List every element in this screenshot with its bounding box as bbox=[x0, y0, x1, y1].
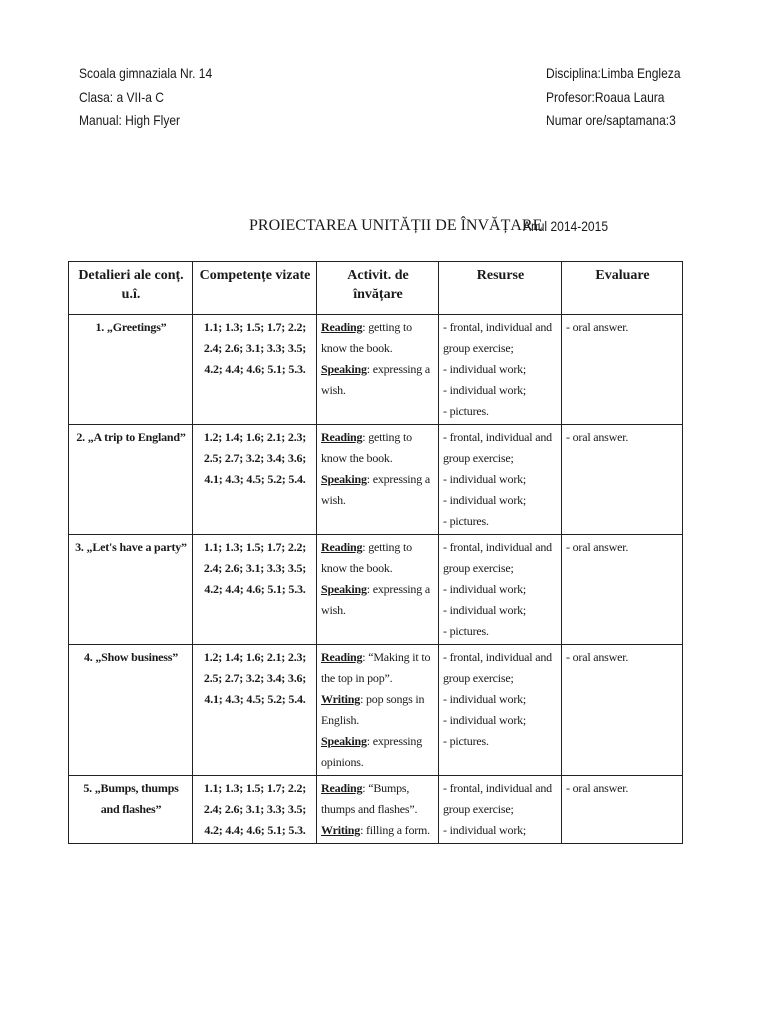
activity-item bbox=[321, 537, 435, 579]
competence-line: 4.1; 4.3; 4.5; 5.2; 5.4. bbox=[204, 472, 306, 486]
competences-cell bbox=[193, 425, 317, 535]
resource-item: - frontal, individual and group exercise; bbox=[443, 540, 552, 575]
activity-item bbox=[321, 647, 435, 689]
activities-cell bbox=[317, 425, 439, 535]
competences-cell bbox=[193, 535, 317, 645]
evaluation-cell: - oral answer. bbox=[562, 425, 683, 535]
activity-item bbox=[321, 778, 435, 820]
competence-line: 1.1; 1.3; 1.5; 1.7; 2.2; bbox=[203, 781, 307, 795]
activity-text: : filling a form. bbox=[360, 823, 430, 837]
activity-text: : expressing a wish. bbox=[321, 472, 430, 507]
activity-item bbox=[321, 427, 435, 469]
activity-keyword: Writing bbox=[321, 823, 361, 837]
competence-line: 1.1; 1.3; 1.5; 1.7; 2.2; bbox=[203, 320, 307, 334]
manual-name: Manual: High Flyer bbox=[79, 112, 181, 128]
activities-cell bbox=[317, 645, 439, 776]
competence-line: 2.5; 2.7; 3.2; 3.4; 3.6; bbox=[203, 671, 307, 685]
activity-keyword: Reading bbox=[321, 320, 363, 334]
hours-per-week: Numar ore/saptamana:3 bbox=[546, 112, 676, 128]
document-title bbox=[249, 217, 609, 235]
resource-item: - frontal, individual and group exercise; bbox=[443, 781, 552, 816]
resource-item: - individual work; bbox=[443, 823, 527, 837]
unit-cell: 5. „Bumps, thumps and flashes” bbox=[69, 776, 193, 844]
evaluation-cell: - oral answer. bbox=[562, 535, 683, 645]
unit-cell: 1. „Greetings” bbox=[69, 315, 193, 425]
competences-cell bbox=[193, 315, 317, 425]
resources-cell bbox=[439, 535, 562, 645]
activity-text: : getting to know the book. bbox=[321, 430, 412, 465]
activity-keyword: Speaking bbox=[321, 362, 367, 376]
activity-item bbox=[321, 579, 435, 621]
table-row bbox=[69, 425, 683, 535]
table-body bbox=[69, 315, 683, 844]
activity-text: : getting to know the book. bbox=[321, 540, 412, 575]
resources-cell bbox=[439, 425, 562, 535]
activity-text: : expressing a wish. bbox=[321, 582, 430, 617]
table-row bbox=[69, 315, 683, 425]
resource-item: - individual work; bbox=[443, 713, 527, 727]
activity-keyword: Reading bbox=[321, 540, 363, 554]
activity-keyword: Speaking bbox=[321, 582, 367, 596]
unit-cell: 4. „Show business” bbox=[69, 645, 193, 776]
competence-line: 4.2; 4.4; 4.6; 5.1; 5.3. bbox=[204, 362, 306, 376]
resource-item: - pictures. bbox=[443, 514, 489, 528]
activity-item bbox=[321, 731, 435, 773]
unit-cell: 3. „Let's have a party” bbox=[69, 535, 193, 645]
activities-cell bbox=[317, 535, 439, 645]
table-row bbox=[69, 776, 683, 844]
activity-text: : expressing opinions. bbox=[321, 734, 423, 769]
activity-item bbox=[321, 689, 435, 731]
activity-text: : expressing a wish. bbox=[321, 362, 430, 397]
activity-keyword: Reading bbox=[321, 650, 363, 664]
title-year: Anul 2014-2015 bbox=[523, 218, 609, 234]
resource-item: - individual work; bbox=[443, 383, 527, 397]
activity-keyword: Reading bbox=[321, 430, 363, 444]
header-left bbox=[79, 62, 234, 133]
competence-line: 4.2; 4.4; 4.6; 5.1; 5.3. bbox=[204, 823, 306, 837]
resources-cell bbox=[439, 645, 562, 776]
resource-item: - frontal, individual and group exercise; bbox=[443, 650, 552, 685]
resource-item: - individual work; bbox=[443, 472, 527, 486]
resource-item: - pictures. bbox=[443, 404, 489, 418]
resource-item: - frontal, individual and group exercise; bbox=[443, 320, 552, 355]
resources-cell bbox=[439, 776, 562, 844]
competence-line: 4.2; 4.4; 4.6; 5.1; 5.3. bbox=[204, 582, 306, 596]
competence-line: 1.2; 1.4; 1.6; 2.1; 2.3; bbox=[203, 650, 307, 664]
activity-item bbox=[321, 469, 435, 511]
competences-cell bbox=[193, 776, 317, 844]
teacher: Profesor:Roaua Laura bbox=[546, 88, 665, 105]
resource-item: - individual work; bbox=[443, 362, 527, 376]
evaluation-cell: - oral answer. bbox=[562, 776, 683, 844]
evaluation-cell: - oral answer. bbox=[562, 645, 683, 776]
competence-line: 4.1; 4.3; 4.5; 5.2; 5.4. bbox=[204, 692, 306, 706]
resource-item: - pictures. bbox=[443, 734, 489, 748]
activity-item bbox=[321, 317, 435, 359]
competence-line: 1.1; 1.3; 1.5; 1.7; 2.2; bbox=[203, 540, 307, 554]
activity-item bbox=[321, 359, 435, 401]
activities-cell bbox=[317, 776, 439, 844]
evaluation-cell: - oral answer. bbox=[562, 315, 683, 425]
resource-item: - individual work; bbox=[443, 493, 527, 507]
planning-table bbox=[68, 261, 683, 844]
activity-text: : getting to know the book. bbox=[321, 320, 412, 355]
activity-keyword: Speaking bbox=[321, 472, 367, 486]
activity-keyword: Writing bbox=[321, 692, 361, 706]
resources-cell bbox=[439, 315, 562, 425]
resource-item: - frontal, individual and group exercise; bbox=[443, 430, 552, 465]
competence-line: 1.2; 1.4; 1.6; 2.1; 2.3; bbox=[203, 430, 307, 444]
header-activities: Activit. de învățare bbox=[317, 262, 439, 315]
resource-item: - individual work; bbox=[443, 692, 527, 706]
competences-cell bbox=[193, 645, 317, 776]
header-unit: Detalieri ale conț. u.î. bbox=[69, 262, 193, 315]
activity-keyword: Speaking bbox=[321, 734, 367, 748]
resource-item: - pictures. bbox=[443, 624, 489, 638]
header-competences: Competențe vizate bbox=[193, 262, 317, 315]
competence-line: 2.4; 2.6; 3.1; 3.3; 3.5; bbox=[203, 561, 307, 575]
activity-text: : pop songs in English. bbox=[321, 692, 425, 727]
competence-line: 2.4; 2.6; 3.1; 3.3; 3.5; bbox=[203, 341, 307, 355]
school-name: Scoala gimnaziala Nr. 14 bbox=[79, 65, 213, 81]
header-resources: Resurse bbox=[439, 262, 562, 315]
unit-cell: 2. „A trip to England” bbox=[69, 425, 193, 535]
activity-text: : “Making it to the top in pop”. bbox=[321, 650, 431, 685]
competence-line: 2.4; 2.6; 3.1; 3.3; 3.5; bbox=[203, 802, 307, 816]
table-row bbox=[69, 645, 683, 776]
activities-cell bbox=[317, 315, 439, 425]
resource-item: - individual work; bbox=[443, 582, 527, 596]
title-main: PROIECTAREA UNITĂȚII DE ÎNVĂȚARE bbox=[249, 217, 543, 234]
discipline: Disciplina:Limba Engleza bbox=[546, 65, 681, 81]
table-row bbox=[69, 535, 683, 645]
activity-item bbox=[321, 820, 435, 841]
header-right bbox=[546, 62, 702, 133]
competence-line: 2.5; 2.7; 3.2; 3.4; 3.6; bbox=[203, 451, 307, 465]
table-header-row bbox=[69, 262, 683, 315]
activity-keyword: Reading bbox=[321, 781, 363, 795]
class-name: Clasa: a VII-a C bbox=[79, 88, 164, 105]
activity-text: : “Bumps, thumps and flashes”. bbox=[321, 781, 418, 816]
header-evaluation: Evaluare bbox=[562, 262, 683, 315]
resource-item: - individual work; bbox=[443, 603, 527, 617]
